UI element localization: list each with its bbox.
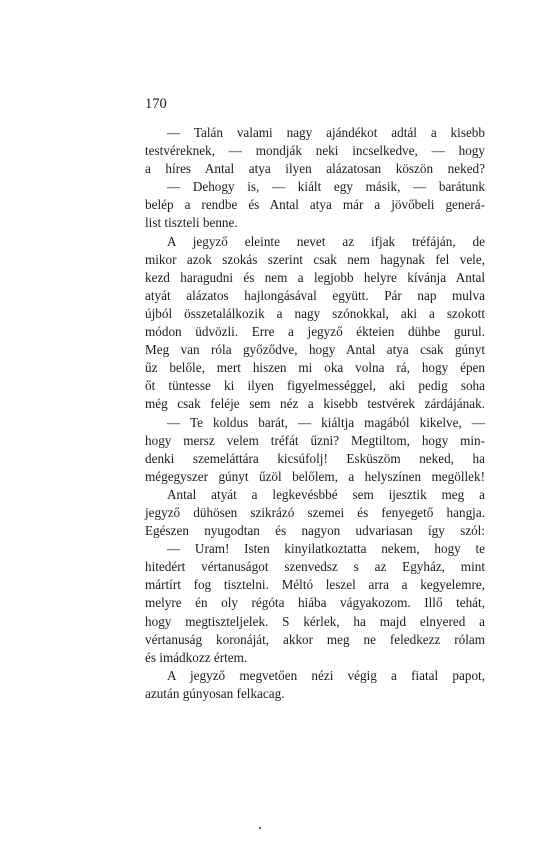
text-line: testvéreknek, — mondják neki incselkedve, — hogy: [145, 143, 485, 159]
text-line: — Talán valami nagy ajándékot adtál a kisebb: [167, 125, 485, 140]
text-line: Egészen nyugodtan és nagyon udvariasan így szól:: [145, 523, 485, 539]
text-line: A jegyző megvetően nézi végig a fiatal papot,: [167, 667, 485, 683]
text-line: — Dehogy is, — kiált egy másik, — barátunk: [167, 179, 485, 195]
text-line: űz belőle, mert hiszen mi oka volna rá, hogy épen: [145, 360, 485, 376]
text-line: még csak feléje sem néz a kisebb testvérek zárdájának.: [145, 396, 485, 412]
text-line: — Te koldus barát, — kiáltja magából kikelve, —: [167, 414, 485, 430]
text-line: mégegyszer gúnyt űzöl belőlem, a helyszínen megöllek!: [145, 468, 485, 484]
text-line: mikor azok szokás szerint csak nem hagynak fel vele,: [145, 251, 485, 267]
text-line: hitedért vértanuságot szenvedsz s az Egyház, mint: [145, 559, 485, 575]
text-line: mártírt fog tisztelni. Méltó leszel arra a kegyelemre,: [145, 577, 485, 593]
text-line: — Uram! Isten kinyilatkoztatta nekem, hogy te: [167, 541, 485, 557]
text-line: a híres Antal atya ilyen alázatosan köszön neked?: [145, 161, 485, 177]
text-line: melyre én oly régóta hiába vágyakozom. Illő tehát,: [145, 595, 485, 611]
body-text: [145, 124, 485, 703]
text-line: belép a rendbe és Antal atya már a jövőbeli generá-: [145, 197, 485, 213]
print-speck: [259, 827, 261, 829]
text-line: Antal atyát a legkevésbbé sem ijesztik meg a: [167, 486, 485, 502]
text-line: módon üdvözli. Erre a jegyző ékteien dühbe gurul.: [145, 324, 485, 340]
text-line: újból összetalálkozik a nagy szónokkal, aki a szokott: [145, 305, 485, 321]
text-line: list tiszteli benne.: [145, 215, 238, 231]
text-line: hogy mersz velem tréfát űzni? Megtiltom, hogy min-: [145, 432, 485, 448]
text-line: őt tüntesse ki ilyen figyelmességgel, aki pedig soha: [145, 378, 485, 394]
text-line: Meg van róla győződve, hogy Antal atya csak gúnyt: [145, 342, 485, 358]
text-line: vértanuság koronáját, akkor meg ne feledkezz rólam: [145, 631, 485, 647]
text-line: atyát alázatos hajlongásával együtt. Pár nap mulva: [145, 287, 485, 303]
text-line: denki szemeláttára kicsúfolj! Esküszöm neked, ha: [145, 450, 485, 466]
text-line: A jegyző eleinte nevet az ifjak tréfáján, de: [167, 233, 485, 249]
text-line: és imádkozz értem.: [145, 649, 248, 665]
text-line: hogy megtiszteljelek. S kérlek, ha majd elnyered a: [145, 613, 485, 629]
text-line: azután gúnyosan felkacag.: [145, 685, 285, 701]
text-line: kezd haragudni és nem a legjobb helyre kívánja Antal: [145, 269, 485, 285]
page-number: 170: [145, 96, 167, 112]
text-line: jegyző dühösen szikrázó szemei és fenyegető hangja.: [145, 504, 485, 520]
